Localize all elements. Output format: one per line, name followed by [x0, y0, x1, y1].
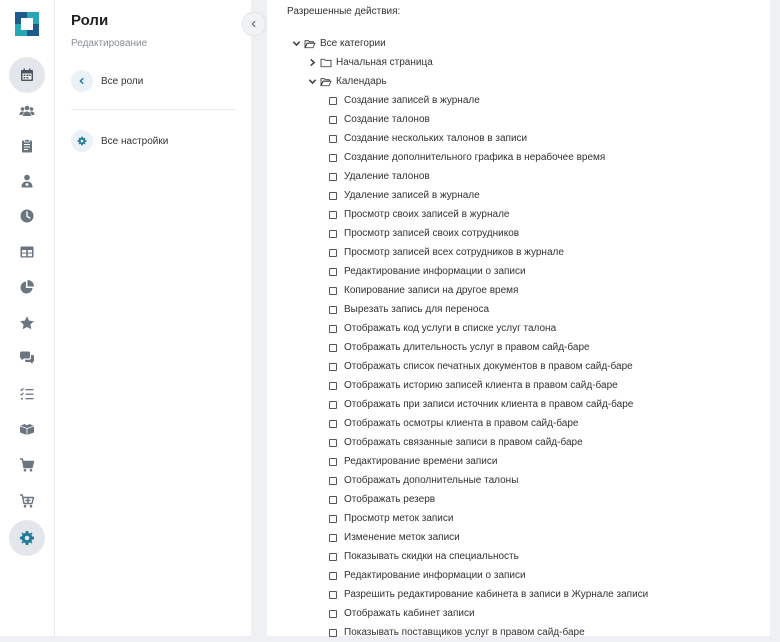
rail-cart-plus[interactable]	[9, 483, 45, 519]
rail-pie-chart[interactable]	[9, 269, 45, 305]
permission-label: Отображать историю записей клиента в правом сайд-баре	[344, 380, 618, 391]
tree-root[interactable]	[291, 34, 386, 53]
table-icon	[19, 244, 35, 260]
permission-item[interactable]	[329, 414, 578, 433]
permission-label: Редактирование времени записи	[344, 456, 498, 467]
permission-item[interactable]	[329, 186, 480, 205]
permission-checkbox[interactable]	[329, 306, 337, 314]
all-settings-link[interactable]	[71, 129, 168, 153]
permission-label: Отображать длительность услуг в правом сайд-баре	[344, 342, 590, 353]
calendar-icon	[19, 67, 35, 83]
permission-item[interactable]	[329, 585, 648, 604]
folder-open-icon	[320, 77, 332, 87]
permission-label: Отображать резерв	[344, 494, 436, 505]
permission-checkbox[interactable]	[329, 572, 337, 580]
permission-label: Просмотр записей своих сотрудников	[344, 228, 520, 239]
back-circle	[71, 70, 93, 92]
all-settings-label: Все настройки	[101, 135, 169, 147]
permission-label: Копирование записи на другое время	[344, 285, 519, 296]
secondary-panel	[55, 0, 251, 636]
permission-item[interactable]	[329, 129, 527, 148]
tree-folder-label: Календарь	[336, 76, 387, 87]
permission-item[interactable]	[329, 91, 480, 110]
permission-checkbox[interactable]	[329, 591, 337, 599]
permission-label: Удаление талонов	[344, 171, 430, 182]
permission-checkbox[interactable]	[329, 230, 337, 238]
permission-item[interactable]	[329, 110, 430, 129]
permission-checkbox[interactable]	[329, 363, 337, 371]
permission-checkbox[interactable]	[329, 496, 337, 504]
collapse-panel-button[interactable]	[242, 12, 266, 36]
permission-label: Редактирование информации о записи	[344, 570, 526, 581]
permission-checkbox[interactable]	[329, 534, 337, 542]
permission-checkbox[interactable]	[329, 192, 337, 200]
permission-checkbox[interactable]	[329, 420, 337, 428]
permissions-header: Разрешенные действия:	[287, 6, 401, 17]
folder-open-icon	[304, 39, 316, 49]
permission-item[interactable]	[329, 623, 585, 642]
page-title: Роли	[71, 12, 109, 29]
permission-item[interactable]	[329, 490, 435, 509]
rail-chat[interactable]	[9, 340, 45, 376]
permission-checkbox[interactable]	[329, 382, 337, 390]
page-subtitle: Редактирование	[71, 38, 148, 49]
chevron-left-icon	[78, 77, 86, 85]
permission-checkbox[interactable]	[329, 458, 337, 466]
users-icon	[19, 103, 35, 119]
permission-checkbox[interactable]	[329, 268, 337, 276]
all-roles-label: Все роли	[101, 75, 144, 87]
rail-calendar[interactable]	[9, 57, 45, 93]
permission-item[interactable]	[329, 319, 556, 338]
settings-circle	[71, 130, 93, 152]
cart-icon	[19, 457, 35, 473]
permission-item[interactable]	[329, 167, 430, 186]
permission-label: Отображать связанные записи в правом сайд-баре	[344, 437, 583, 448]
tree-root-label: Все категории	[320, 38, 386, 49]
permission-item[interactable]	[329, 547, 519, 566]
rail-clock[interactable]	[9, 198, 45, 234]
permission-checkbox[interactable]	[329, 135, 337, 143]
chevron-down-icon[interactable]	[291, 39, 301, 48]
chevron-down-icon[interactable]	[307, 77, 317, 86]
permission-item[interactable]	[329, 148, 605, 167]
pie-chart-icon	[19, 279, 35, 295]
permission-item[interactable]	[329, 566, 526, 585]
permission-label: Создание дополнительного графика в нерабочее время	[344, 152, 606, 163]
permission-checkbox[interactable]	[329, 173, 337, 181]
permission-label: Создание талонов	[344, 114, 430, 125]
permission-label: Вырезать запись для переноса	[344, 304, 489, 315]
permission-label: Отображать кабинет записи	[344, 608, 475, 619]
clock-icon	[19, 208, 35, 224]
permission-label: Показывать поставщиков услуг в правом сайд-баре	[344, 627, 585, 638]
main-content	[267, 0, 770, 636]
permission-label: Отображать при записи источник клиента в правом сайд-баре	[344, 399, 634, 410]
permission-label: Просмотр меток записи	[344, 513, 454, 524]
checklist-icon	[19, 386, 35, 402]
permission-checkbox[interactable]	[329, 401, 337, 409]
permission-checkbox[interactable]	[329, 325, 337, 333]
permission-label: Редактирование информации о записи	[344, 266, 526, 277]
permission-label: Изменение меток записи	[344, 532, 460, 543]
permission-item[interactable]	[329, 300, 489, 319]
permission-checkbox[interactable]	[329, 211, 337, 219]
permission-item[interactable]	[329, 357, 633, 376]
permission-label: Создание нескольких талонов в записи	[344, 133, 528, 144]
chevron-right-icon[interactable]	[307, 58, 317, 67]
rail-boxes[interactable]	[9, 411, 45, 447]
permission-label: Отображать дополнительные талоны	[344, 475, 519, 486]
cart-plus-icon	[19, 493, 35, 509]
permission-item[interactable]	[329, 281, 518, 300]
permission-checkbox[interactable]	[329, 629, 337, 637]
permission-label: Просмотр своих записей в журнале	[344, 209, 510, 220]
permission-checkbox[interactable]	[329, 344, 337, 352]
permission-checkbox[interactable]	[329, 553, 337, 561]
logo-icon[interactable]	[11, 8, 43, 40]
permission-checkbox[interactable]	[329, 97, 337, 105]
permission-item[interactable]	[329, 262, 526, 281]
rail-checklist[interactable]	[9, 376, 45, 412]
rail-clipboard[interactable]	[9, 128, 45, 164]
folder-icon	[320, 58, 332, 68]
permission-checkbox[interactable]	[329, 116, 337, 124]
permission-checkbox[interactable]	[329, 287, 337, 295]
permission-label: Отображать осмотры клиента в правом сайд-баре	[344, 418, 579, 429]
tree-folder-calendar[interactable]	[307, 72, 386, 91]
rail-doctor[interactable]	[9, 163, 45, 199]
permission-item[interactable]	[329, 395, 633, 414]
permission-item[interactable]	[329, 243, 564, 262]
panel-divider	[71, 109, 235, 110]
rail-cart[interactable]	[9, 447, 45, 483]
permission-item[interactable]	[329, 604, 475, 623]
permission-checkbox[interactable]	[329, 249, 337, 257]
tree-folder-home[interactable]	[307, 53, 433, 72]
permission-item[interactable]	[329, 376, 618, 395]
permission-checkbox[interactable]	[329, 439, 337, 447]
permission-label: Создание записей в журнале	[344, 95, 480, 106]
permission-label: Показывать скидки на специальность	[344, 551, 519, 562]
permission-checkbox[interactable]	[329, 477, 337, 485]
clipboard-icon	[19, 138, 35, 154]
chevron-left-icon	[250, 20, 258, 28]
permission-item[interactable]	[329, 224, 519, 243]
permission-item[interactable]	[329, 205, 509, 224]
rail-settings[interactable]	[9, 520, 45, 556]
boxes-icon	[19, 421, 35, 437]
permission-item[interactable]	[329, 528, 460, 547]
permission-label: Просмотр записей всех сотрудников в журнале	[344, 247, 564, 258]
star-icon	[19, 315, 35, 331]
permission-item[interactable]	[329, 452, 497, 471]
permission-checkbox[interactable]	[329, 154, 337, 162]
icon-rail	[0, 0, 55, 636]
permission-label: Отображать список печатных документов в правом сайд-баре	[344, 361, 633, 372]
permission-item[interactable]	[329, 509, 453, 528]
rail-users[interactable]	[9, 93, 45, 129]
permission-label: Разрешить редактирование кабинета в записи в Журнале записи	[344, 589, 649, 600]
gear-icon	[19, 530, 35, 546]
doctor-icon	[19, 173, 35, 189]
permission-checkbox[interactable]	[329, 515, 337, 523]
gear-icon	[77, 136, 87, 146]
rail-star[interactable]	[9, 305, 45, 341]
permission-label: Удаление записей в журнале	[344, 190, 480, 201]
all-roles-link[interactable]	[71, 69, 143, 93]
permission-checkbox[interactable]	[329, 610, 337, 618]
permission-item[interactable]	[329, 338, 590, 357]
rail-table[interactable]	[9, 234, 45, 270]
permission-item[interactable]	[329, 471, 518, 490]
chat-icon	[19, 350, 35, 366]
permission-label: Отображать код услуги в списке услуг талона	[344, 323, 557, 334]
tree-folder-label: Начальная страница	[336, 57, 433, 68]
permission-item[interactable]	[329, 433, 583, 452]
